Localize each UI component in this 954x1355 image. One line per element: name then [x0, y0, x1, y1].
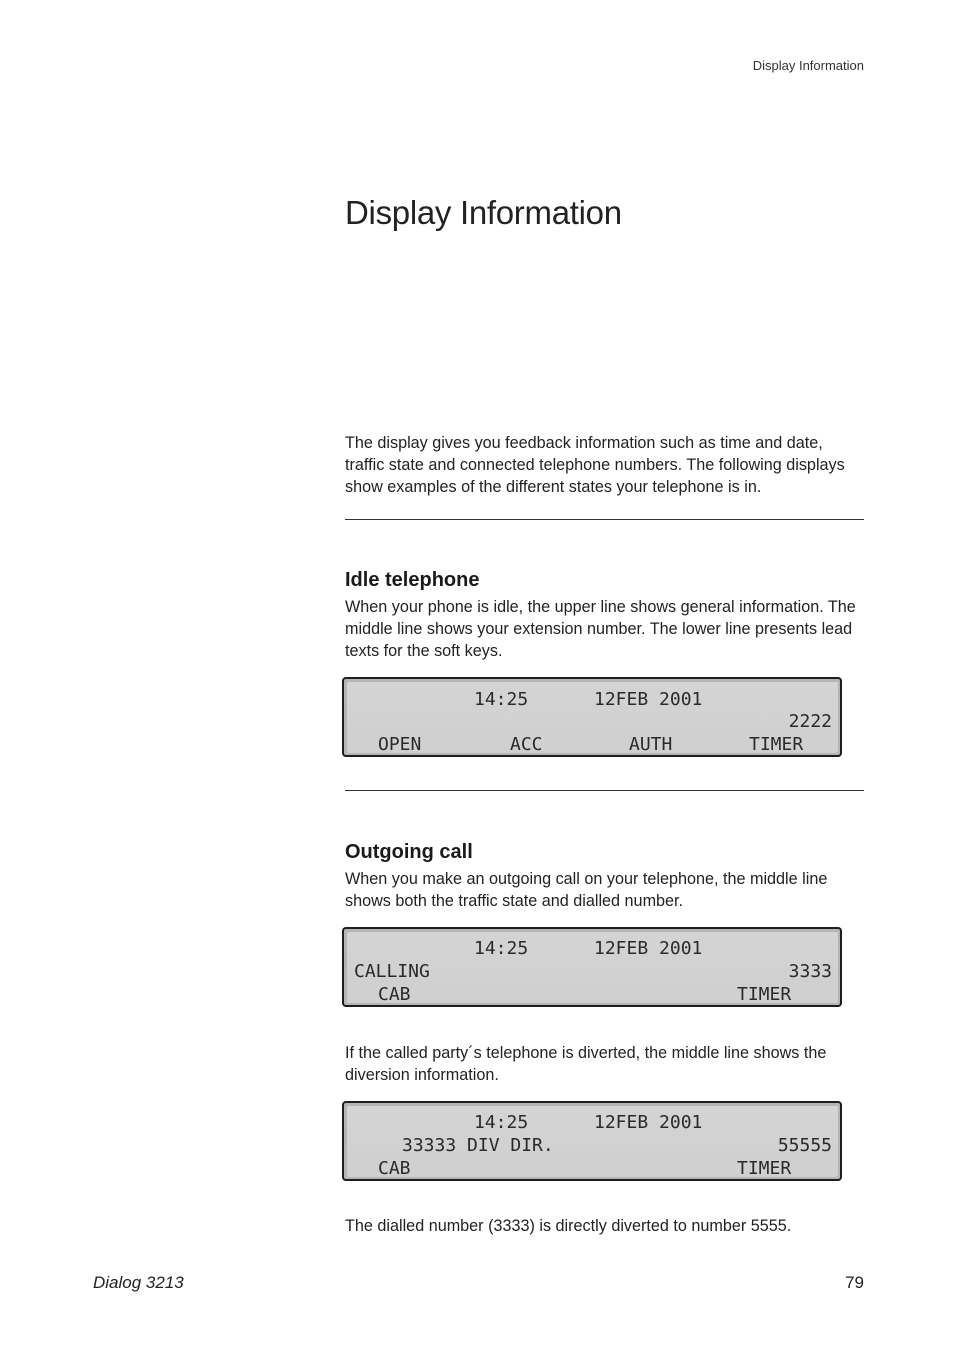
section-divider	[345, 519, 864, 520]
display-dialled-number: 3333	[788, 961, 832, 982]
display-diversion-info: 33333 DIV DIR.	[402, 1135, 554, 1156]
intro-paragraph: The display gives you feedback information such as time and date, traffic state and connected telephone numbers. The following displays show examples of the different states your telephone is in.	[345, 434, 845, 496]
display-middle-line	[354, 961, 832, 983]
outgoing-display	[342, 927, 842, 1007]
display-middle-line	[354, 711, 832, 733]
idle-heading: Idle telephone	[345, 569, 480, 591]
display-time: 14:25	[474, 938, 529, 959]
running-header: Display Information	[752, 58, 864, 73]
display-time: 14:25	[474, 689, 529, 710]
display-date: 12FEB 2001	[594, 938, 703, 959]
diversion-display	[342, 1101, 842, 1181]
softkey-timer: TIMER	[737, 984, 792, 1005]
display-softkey-line	[354, 984, 832, 1006]
footer-product-name: Dialog 3213	[93, 1273, 184, 1292]
outgoing-description: When you make an outgoing call on your telephone, the middle line shows both the traffic state and dialled number.	[345, 870, 828, 910]
display-extension: 2222	[788, 711, 832, 732]
display-middle-line	[354, 1135, 832, 1157]
softkey-acc: ACC	[510, 734, 543, 755]
softkey-cab: CAB	[378, 984, 411, 1005]
display-top-line	[354, 1112, 832, 1134]
softkey-auth: AUTH	[629, 734, 673, 755]
footer-page-number: 79	[845, 1273, 864, 1292]
idle-description: When your phone is idle, the upper line shows general information. The middle line shows your extension number. The lower line presents lead texts for the soft keys.	[345, 598, 856, 660]
softkey-timer: TIMER	[737, 1158, 792, 1179]
softkey-cab: CAB	[378, 1158, 411, 1179]
display-top-line	[354, 689, 832, 711]
outgoing-heading: Outgoing call	[345, 841, 473, 863]
idle-display	[342, 677, 842, 757]
display-softkey-line	[354, 734, 832, 756]
display-time: 14:25	[474, 1112, 529, 1133]
display-date: 12FEB 2001	[594, 689, 703, 710]
section-divider	[345, 790, 864, 791]
softkey-timer: TIMER	[749, 734, 804, 755]
softkey-open: OPEN	[378, 734, 422, 755]
diversion-note: The dialled number (3333) is directly diverted to number 5555.	[345, 1217, 792, 1235]
diversion-description: If the called party´s telephone is diverted, the middle line shows the diversion information.	[345, 1044, 827, 1084]
display-date: 12FEB 2001	[594, 1112, 703, 1133]
display-diverted-number: 55555	[777, 1135, 832, 1156]
display-softkey-line	[354, 1158, 832, 1180]
page-title: Display Information	[345, 194, 622, 231]
display-top-line	[354, 938, 832, 960]
display-traffic-state: CALLING	[354, 961, 430, 982]
